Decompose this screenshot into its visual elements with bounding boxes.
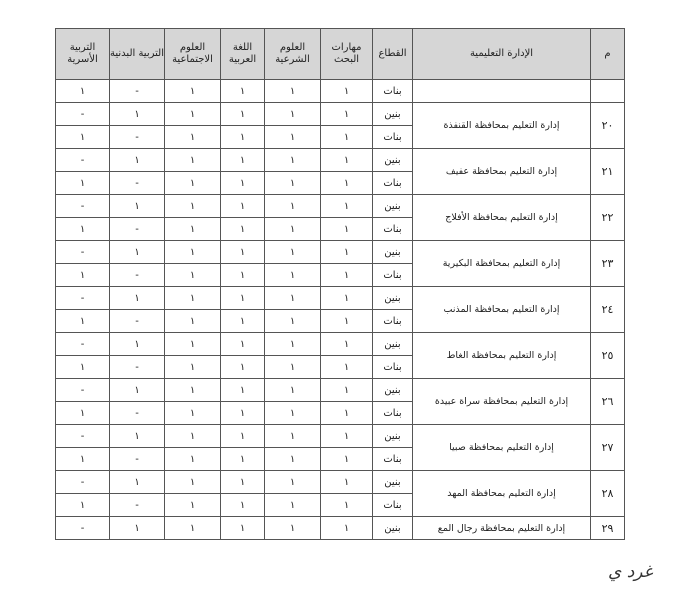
row-num: ٢٠ [591,103,625,149]
table-row [56,80,625,103]
value-cell: ١ [221,218,265,241]
header-family: التربية الأسرية [56,29,110,80]
value-cell: - [56,333,110,356]
table-row [56,195,625,218]
value-cell: ١ [165,218,221,241]
value-cell: ١ [165,379,221,402]
value-cell: ١ [165,126,221,149]
row-num: ٢٤ [591,287,625,333]
value-cell: ١ [110,333,165,356]
value-cell: ١ [321,126,373,149]
row-sector: بنين [373,287,413,310]
value-cell: - [56,379,110,402]
value-cell: ١ [110,517,165,540]
value-cell: ١ [321,241,373,264]
value-cell: ١ [221,287,265,310]
table-row [56,471,625,494]
value-cell: - [56,149,110,172]
header-num: م [591,29,625,80]
row-num: ٢٧ [591,425,625,471]
value-cell: ١ [221,471,265,494]
value-cell: ١ [110,241,165,264]
value-cell: ١ [56,126,110,149]
value-cell: ١ [165,241,221,264]
row-sector: بنات [373,494,413,517]
header-admin: الإدارة التعليمية [413,29,591,80]
handwritten-signature: غرد ي [608,562,653,582]
value-cell: ١ [165,149,221,172]
value-cell: ١ [56,402,110,425]
value-cell: ١ [265,103,321,126]
value-cell: ١ [221,264,265,287]
value-cell: ١ [221,149,265,172]
row-sector: بنين [373,103,413,126]
value-cell: ١ [321,517,373,540]
value-cell: ١ [221,241,265,264]
value-cell: ١ [265,379,321,402]
value-cell: - [110,402,165,425]
row-admin: إدارة التعليم بمحافظة الغاط [413,333,591,379]
value-cell: ١ [221,379,265,402]
table-row [56,103,625,126]
value-cell: ١ [265,241,321,264]
value-cell: ١ [265,287,321,310]
table-row [56,149,625,172]
table-row [56,517,625,540]
value-cell: ١ [321,103,373,126]
value-cell: ١ [56,310,110,333]
value-cell: ١ [321,402,373,425]
value-cell: ١ [110,195,165,218]
table-body [56,80,625,540]
value-cell: - [56,241,110,264]
row-num: ٢٨ [591,471,625,517]
row-num: ٢٢ [591,195,625,241]
value-cell: ١ [265,126,321,149]
row-admin: إدارة التعليم بمحافظة المهد [413,471,591,517]
table-row [56,333,625,356]
distribution-table [55,28,625,540]
value-cell: ١ [265,471,321,494]
value-cell: ١ [165,172,221,195]
value-cell: - [110,356,165,379]
value-cell: - [110,448,165,471]
value-cell: ١ [321,264,373,287]
value-cell: ١ [321,448,373,471]
value-cell: ١ [265,517,321,540]
row-num: ٢٥ [591,333,625,379]
value-cell: ١ [321,494,373,517]
value-cell: ١ [265,494,321,517]
value-cell: - [56,471,110,494]
row-num: ٢١ [591,149,625,195]
value-cell: ١ [165,333,221,356]
value-cell: ١ [321,287,373,310]
row-sector: بنات [373,448,413,471]
value-cell: ١ [221,425,265,448]
value-cell: - [56,517,110,540]
value-cell: ١ [221,333,265,356]
value-cell: ١ [165,195,221,218]
value-cell: ١ [165,356,221,379]
value-cell: ١ [321,425,373,448]
value-cell: ١ [165,494,221,517]
row-sector: بنات [373,264,413,287]
value-cell: ١ [321,172,373,195]
table-row [56,241,625,264]
table-row [56,287,625,310]
value-cell: - [110,494,165,517]
value-cell: ١ [221,172,265,195]
value-cell: - [56,425,110,448]
row-admin: إدارة التعليم بمحافظة سراة عبيدة [413,379,591,425]
value-cell: ١ [165,310,221,333]
row-sector: بنات [373,218,413,241]
header-row [56,29,625,80]
value-cell: ١ [321,80,373,103]
value-cell: ١ [265,310,321,333]
value-cell: - [56,287,110,310]
header-arabic: اللغة العربية [221,29,265,80]
value-cell: ١ [265,172,321,195]
row-num: ٢٩ [591,517,625,540]
row-sector: بنات [373,126,413,149]
value-cell: ١ [221,310,265,333]
value-cell: ١ [265,356,321,379]
value-cell: ١ [321,333,373,356]
value-cell: ١ [221,517,265,540]
value-cell: ١ [265,149,321,172]
value-cell: ١ [165,471,221,494]
value-cell: ١ [110,149,165,172]
row-admin: إدارة التعليم بمحافظة عفيف [413,149,591,195]
row-admin: إدارة التعليم بمحافظة المذنب [413,287,591,333]
value-cell: ١ [221,80,265,103]
value-cell: ١ [265,195,321,218]
row-sector: بنين [373,195,413,218]
value-cell: ١ [321,379,373,402]
table-row [56,379,625,402]
value-cell: - [110,218,165,241]
value-cell: ١ [56,172,110,195]
value-cell: ١ [265,425,321,448]
value-cell: - [110,172,165,195]
row-sector: بنين [373,333,413,356]
value-cell: ١ [221,494,265,517]
value-cell: ١ [165,264,221,287]
header-sector: القطاع [373,29,413,80]
document-page [55,28,624,540]
table-row [56,425,625,448]
value-cell: ١ [110,287,165,310]
value-cell: ١ [265,264,321,287]
header-research: مهارات البحث [321,29,373,80]
row-sector: بنين [373,425,413,448]
value-cell: - [110,264,165,287]
row-sector: بنات [373,356,413,379]
value-cell: ١ [110,425,165,448]
row-sector: بنات [373,402,413,425]
value-cell: ١ [56,218,110,241]
row-admin: إدارة التعليم بمحافظة رجال المع [413,517,591,540]
value-cell: ١ [221,126,265,149]
value-cell: ١ [165,402,221,425]
value-cell: ١ [110,103,165,126]
row-sector: بنات [373,80,413,103]
value-cell: ١ [165,425,221,448]
value-cell: - [110,126,165,149]
row-sector: بنات [373,310,413,333]
value-cell: ١ [165,103,221,126]
row-sector: بنين [373,241,413,264]
header-pe: التربية البدنية [110,29,165,80]
row-admin: إدارة التعليم بمحافظة صبيا [413,425,591,471]
value-cell: ١ [56,448,110,471]
row-num: ٢٣ [591,241,625,287]
value-cell: - [56,103,110,126]
value-cell: ١ [110,379,165,402]
value-cell: ١ [165,448,221,471]
value-cell: ١ [321,218,373,241]
header-social: العلوم الاجتماعية [165,29,221,80]
value-cell: ١ [265,448,321,471]
value-cell: - [56,195,110,218]
value-cell: ١ [56,264,110,287]
value-cell: - [110,310,165,333]
value-cell: ١ [221,195,265,218]
row-num: ٢٦ [591,379,625,425]
header-sharia: العلوم الشرعية [265,29,321,80]
row-sector: بنين [373,517,413,540]
row-admin: إدارة التعليم بمحافظة البكيرية [413,241,591,287]
row-admin: إدارة التعليم بمحافظة القنفذة [413,103,591,149]
value-cell: ١ [221,448,265,471]
value-cell: ١ [221,356,265,379]
value-cell: ١ [165,80,221,103]
value-cell: ١ [221,103,265,126]
value-cell: ١ [56,80,110,103]
value-cell: ١ [56,356,110,379]
value-cell: ١ [265,218,321,241]
value-cell: ١ [110,471,165,494]
value-cell: ١ [321,149,373,172]
row-admin: إدارة التعليم بمحافظة الأفلاج [413,195,591,241]
value-cell: ١ [321,356,373,379]
value-cell: ١ [321,310,373,333]
value-cell: ١ [321,471,373,494]
row-sector: بنين [373,379,413,402]
value-cell: ١ [321,195,373,218]
value-cell: ١ [165,287,221,310]
value-cell: ١ [56,494,110,517]
value-cell: ١ [221,402,265,425]
value-cell: ١ [265,402,321,425]
value-cell: ١ [165,517,221,540]
row-num [591,80,625,103]
row-sector: بنين [373,149,413,172]
value-cell: - [110,80,165,103]
value-cell: ١ [265,333,321,356]
value-cell: ١ [265,80,321,103]
row-sector: بنات [373,172,413,195]
row-sector: بنين [373,471,413,494]
row-admin [413,80,591,103]
